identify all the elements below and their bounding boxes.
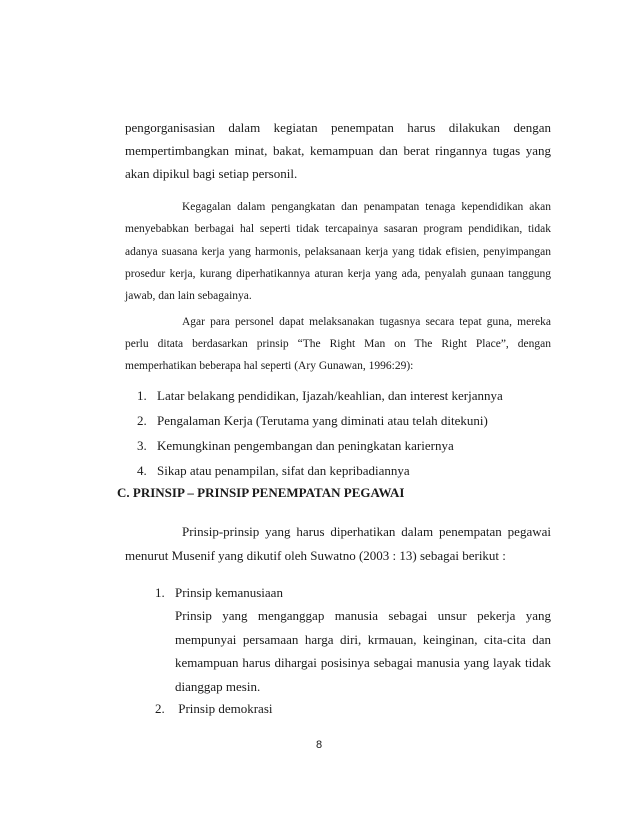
list-item-number: 2. [155,701,165,716]
placement-considerations-list [137,383,503,483]
list-item-text: Sikap atau penampilan, sifat dan kepribadiannya [157,463,410,478]
list-item [155,582,551,698]
list-item-text: Kemungkinan pengembangan dan peningkatan kariernya [157,438,454,453]
list-item-number: 2. [137,413,147,428]
principle-title [155,698,551,720]
list-item-number: 3. [137,438,147,453]
list-item [137,458,503,483]
paragraph-right-man-right-place: Agar para personel dapat melaksanakan tugasnya secara tepat guna, mereka perlu ditata berdasarkan prinsip “The Right Man on The Right Place”, dengan memperhatikan beberapa hal seperti (Ary Gunawan, 1996:29): [125,316,551,372]
section-heading: C. PRINSIP – PRINSIP PENEMPATAN PEGAWAI [117,485,405,500]
list-item-number: 1. [155,585,165,600]
list-item-text: Pengalaman Kerja (Terutama yang diminati atau telah ditekuni) [157,413,488,428]
list-item-text: Latar belakang pendidikan, Ijazah/keahlian, dan interest kerjannya [157,388,503,403]
principles-list [155,582,551,720]
list-item-title: Prinsip kemanusiaan [175,585,283,600]
paragraph-principles-intro: Prinsip-prinsip yang harus diperhatikan dalam penempatan pegawai menurut Musenif yang dikutif oleh Suwatno (2003 : 13) sebagai berikut : [125,524,551,563]
list-item [137,408,503,433]
paragraph-placement-failure: Kegagalan dalam pengangkatan dan penampatan tenaga kependidikan akan menyebabkan berbagai hal seperti tidak tercapainya sasaran program pendidikan, tidak adanya suasana kerja yang harmonis, pelaksanaan kerja yang tidak efisien, penyimpangan prosedur kerja, kurang diperhatikannya aturan kerja yang ada, penyalah gunaan tanggung jawab, dan lain sebagainya. [125,201,551,303]
principle-title [155,582,551,604]
list-item-title: Prinsip demokrasi [175,701,273,716]
list-item [137,383,503,408]
list-item-number: 1. [137,388,147,403]
page-number: 8 [315,739,323,751]
list-item [155,698,551,720]
principle-description: Prinsip yang menganggap manusia sebagai unsur pekerja yang mempunyai persamaan harga diri, krmauan, keinginan, cita-cita dan kemampuan harus dihargai posisinya sebagai manusia yang layak tidak dianggap mesin. [175,608,551,694]
paragraph-placement-consideration: pengorganisasian dalam kegiatan penempatan harus dilakukan dengan mempertimbangkan minat, bakat, kemampuan dan berat ringannya tugas yang akan dipikul bagi setiap personil. [125,120,551,181]
list-item [137,433,503,458]
list-item-number: 4. [137,463,147,478]
